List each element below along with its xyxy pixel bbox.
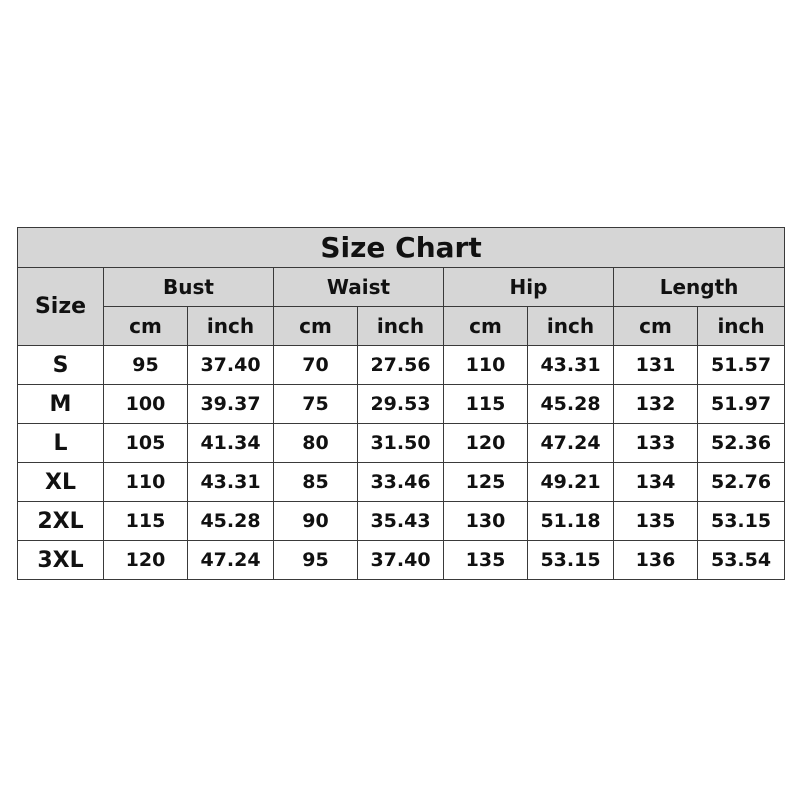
table-cell: 100 <box>104 385 188 424</box>
table-cell: 52.76 <box>698 463 785 502</box>
table-cell: 53.15 <box>698 502 785 541</box>
table-cell: 90 <box>274 502 358 541</box>
table-cell: 43.31 <box>188 463 274 502</box>
unit-header-cm: cm <box>104 307 188 346</box>
group-header-hip: Hip <box>444 268 614 307</box>
table-cell: 70 <box>274 346 358 385</box>
table-cell: 110 <box>104 463 188 502</box>
table-cell: 35.43 <box>358 502 444 541</box>
table-cell: 95 <box>274 541 358 580</box>
table-row <box>18 346 785 385</box>
table-cell: 80 <box>274 424 358 463</box>
table-row <box>18 541 785 580</box>
table-cell: 51.18 <box>528 502 614 541</box>
unit-header-inch: inch <box>698 307 785 346</box>
table-cell: 135 <box>444 541 528 580</box>
table-row <box>18 424 785 463</box>
table-cell: 133 <box>614 424 698 463</box>
table-cell: 37.40 <box>188 346 274 385</box>
table-cell: 52.36 <box>698 424 785 463</box>
table-cell: 33.46 <box>358 463 444 502</box>
table-cell: 131 <box>614 346 698 385</box>
unit-header-inch: inch <box>358 307 444 346</box>
table-cell: 134 <box>614 463 698 502</box>
table-cell: 136 <box>614 541 698 580</box>
table-cell: 31.50 <box>358 424 444 463</box>
table-cell: 43.31 <box>528 346 614 385</box>
table-cell: 115 <box>444 385 528 424</box>
table-row <box>18 463 785 502</box>
table-cell: 45.28 <box>528 385 614 424</box>
table-cell: 115 <box>104 502 188 541</box>
table-cell: 130 <box>444 502 528 541</box>
size-cell: 2XL <box>18 502 104 541</box>
table-cell: 132 <box>614 385 698 424</box>
table-cell: 105 <box>104 424 188 463</box>
table-cell: 120 <box>444 424 528 463</box>
table-cell: 51.97 <box>698 385 785 424</box>
table-cell: 41.34 <box>188 424 274 463</box>
table-cell: 37.40 <box>358 541 444 580</box>
unit-header-cm: cm <box>614 307 698 346</box>
table-cell: 29.53 <box>358 385 444 424</box>
table-row <box>18 502 785 541</box>
table-cell: 47.24 <box>528 424 614 463</box>
table-cell: 27.56 <box>358 346 444 385</box>
unit-header-cm: cm <box>274 307 358 346</box>
group-header-length: Length <box>614 268 785 307</box>
table-cell: 120 <box>104 541 188 580</box>
size-cell: XL <box>18 463 104 502</box>
table-cell: 51.57 <box>698 346 785 385</box>
size-header: Size <box>18 268 104 346</box>
group-header-waist: Waist <box>274 268 444 307</box>
table-cell: 95 <box>104 346 188 385</box>
size-cell: 3XL <box>18 541 104 580</box>
table-cell: 135 <box>614 502 698 541</box>
group-header-bust: Bust <box>104 268 274 307</box>
size-cell: M <box>18 385 104 424</box>
size-cell: S <box>18 346 104 385</box>
table-cell: 53.15 <box>528 541 614 580</box>
table-cell: 39.37 <box>188 385 274 424</box>
table-cell: 49.21 <box>528 463 614 502</box>
table-cell: 85 <box>274 463 358 502</box>
table-row <box>18 385 785 424</box>
size-cell: L <box>18 424 104 463</box>
table-cell: 47.24 <box>188 541 274 580</box>
unit-header-cm: cm <box>444 307 528 346</box>
table-cell: 53.54 <box>698 541 785 580</box>
unit-header-inch: inch <box>188 307 274 346</box>
table-cell: 45.28 <box>188 502 274 541</box>
table-cell: 75 <box>274 385 358 424</box>
size-chart <box>17 227 784 580</box>
size-chart-table <box>17 227 785 580</box>
table-cell: 110 <box>444 346 528 385</box>
unit-header-inch: inch <box>528 307 614 346</box>
table-cell: 125 <box>444 463 528 502</box>
chart-title: Size Chart <box>18 228 785 268</box>
